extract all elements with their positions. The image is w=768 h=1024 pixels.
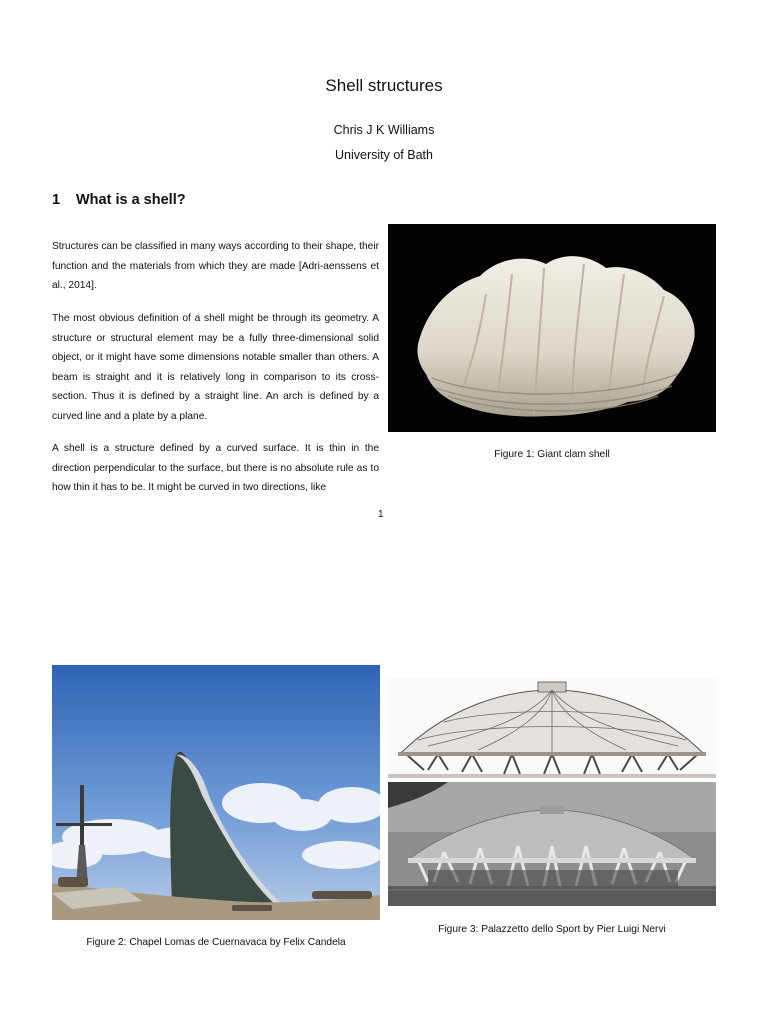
- body-paragraph: The most obvious definition of a shell might be through its geometry. A structure or structural element may be a fully three-dimensional solid object, or it might have some dimensions notable smaller than others. A beam is straight and it is relatively long in comparison to its cross-section. Thus it is defined by a straight line. An arch is defined by a curved line and a plate by a plane.: [52, 313, 379, 422]
- section-heading: [52, 192, 186, 208]
- figure-3-caption: Figure 3: Palazzetto dello Sport by Pier Luigi Nervi: [438, 924, 666, 935]
- author-name: Chris J K Williams: [333, 123, 435, 137]
- page-number: 1: [378, 509, 384, 520]
- body-paragraph: A shell is a structure defined by a curved surface. It is thin in the direction perpendicular to the surface, but there is no absolute rule as to how thin it has to be. It might be curved in two directions, like: [52, 443, 379, 494]
- figure-2-caption: Figure 2: Chapel Lomas de Cuernavaca by Felix Candela: [86, 937, 346, 948]
- figure-1-clam-shell-image: [388, 224, 716, 432]
- figure-1-caption: Figure 1: Giant clam shell: [494, 449, 610, 460]
- figure-2-chapel-photo: [52, 665, 380, 920]
- body-paragraph: Structures can be classified in many ways according to their shape, their function and the materials from which they are made [Adri-aenssens et al., 2014].: [52, 241, 379, 292]
- figure-3-photo-image: [388, 782, 716, 906]
- figure-3-drawing-image: [388, 678, 716, 778]
- paper-title: Shell structures: [325, 76, 443, 95]
- section-title: What is a shell?: [76, 192, 186, 208]
- section-number: 1: [52, 192, 61, 208]
- author-affiliation: University of Bath: [335, 148, 433, 162]
